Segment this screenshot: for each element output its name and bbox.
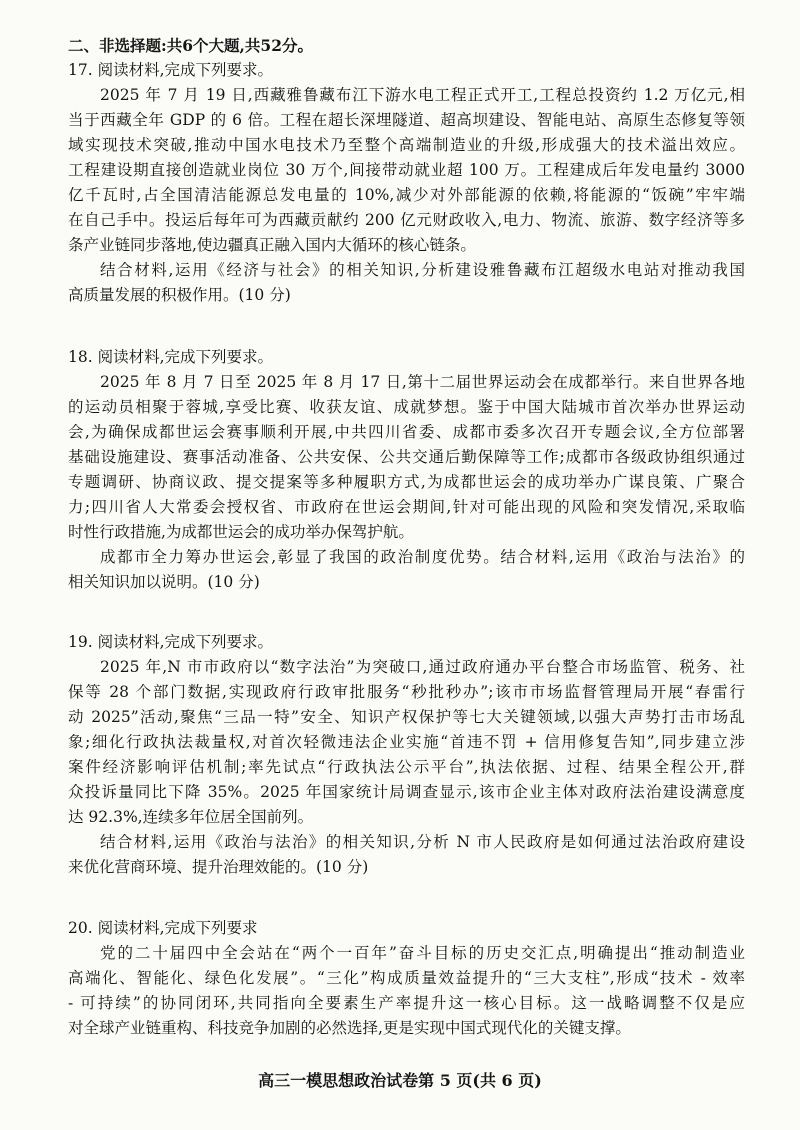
q19-material-line-3: 动 2025”活动,聚焦“三品一特”安全、知识产权保护等七大关键领域,以强大声势打击市场乱 (68, 707, 745, 726)
section-heading: 二、非选择题:共6个大题,共52分。 (68, 36, 313, 55)
question-17-block (68, 33, 745, 308)
question-20-block (68, 916, 745, 1041)
q20-material-line-3: - 可持续”的协同闭环,共同指向全要素生产率提升这一核心目标。这一战略调整不仅是应 (68, 993, 745, 1012)
question-20-title: 20. 阅读材料,完成下列要求 (68, 918, 258, 937)
question-19-title: 19. 阅读材料,完成下列要求。 (68, 632, 274, 651)
page-footer: 高三一模思想政治试卷第 5 页(共 6 页) (258, 1071, 542, 1090)
q20-material-line-2: 高端化、智能化、绿色化发展”。“三化”构成质量效益提升的“三大支柱”,形成“技术 - 效率 (68, 968, 745, 987)
q17-material-line-6: 在自己手中。投运后每年可为西藏贡献约 200 亿元财政收入,电力、物流、旅游、数字经济等多 (68, 211, 745, 229)
q19-material-line-7: 达 92.3%,连续多年位居全国前列。 (68, 807, 314, 826)
q20-material-line-1: 党的二十届四中全会站在“两个一百年”奋斗目标的历史交汇点,明确提出“推动制造业 (100, 943, 745, 962)
question-19-block (68, 630, 745, 880)
q17-material-line-7: 条产业链同步落地,使边疆真正融入国内大循环的核心链条。 (68, 236, 476, 254)
q17-task-line-1: 结合材料,运用《经济与社会》的相关知识,分析建设雅鲁藏布江超级水电站对推动我国 (100, 261, 745, 279)
q18-material-line-6: 力;四川省人大常委会授权省、市政府在世运会期间,针对可能出现的风险和突发情况,采取临 (68, 497, 745, 516)
q18-task-line-1: 成都市全力筹办世运会,彰显了我国的政治制度优势。结合材料,运用《政治与法治》的 (100, 547, 745, 566)
q17-material-line-2: 当于西藏全年 GDP 的 6 倍。工程在超长深埋隧道、超高坝建设、智能电站、高原生态修复等领 (68, 111, 745, 129)
q17-material-line-5: 亿千瓦时,占全国清洁能源总发电量的 10%,减少对外部能源的依赖,将能源的“饭碗”牢牢端 (68, 186, 745, 204)
q17-material-line-4: 工程建设期直接创造就业岗位 30 万个,间接带动就业超 100 万。工程建成后年发电量约 3000 (68, 161, 745, 179)
q18-material-line-5: 专题调研、协商议政、提交提案等多种履职方式,为成都世运会的成功举办广谋良策、广聚合 (68, 472, 745, 491)
q20-material-line-4: 对全球产业链重构、科技竞争加剧的必然选择,更是实现中国式现代化的关键支撑。 (68, 1018, 631, 1037)
q19-material-line-6: 众投诉量同比下降 35%。2025 年国家统计局调查显示,该市企业主体对政府法治建设满意度 (68, 782, 745, 801)
q18-task-line-2: 相关知识加以说明。(10 分) (68, 572, 260, 591)
q19-material-line-4: 象;细化行政执法裁量权,对首次轻微违法企业实施“首违不罚 + 信用修复告知”,同步建立涉 (68, 732, 745, 751)
q18-material-line-2: 的运动员相聚于蓉城,享受比赛、收获友谊、成就梦想。鉴于中国大陆城市首次举办世界运动 (68, 397, 745, 416)
q19-task-line-1: 结合材料,运用《政治与法治》的相关知识,分析 N 市人民政府是如何通过法治政府建设 (100, 832, 745, 851)
q18-material-line-1: 2025 年 8 月 7 日至 2025 年 8 月 17 日,第十二届世界运动会在成都举行。来自世界各地 (100, 372, 745, 391)
question-17-title: 17. 阅读材料,完成下列要求。 (68, 61, 274, 79)
question-18-block (68, 345, 745, 595)
q19-material-line-5: 案件经济影响评估机制;率先试点“行政执法公示平台”,执法依据、过程、结果全程公开,群 (68, 757, 745, 776)
q19-material-line-2: 保等 28 个部门数据,实现政府行政审批服务“秒批秒办”;该市市场监督管理局开展“春雷行 (68, 682, 745, 701)
q17-task-line-2: 高质量发展的积极作用。(10 分) (68, 286, 291, 304)
q18-material-line-4: 基础设施建设、赛事活动准备、公共安保、公共交通后勤保障等工作;成都市各级政协组织通过 (68, 447, 745, 466)
q17-material-line-1: 2025 年 7 月 19 日,西藏雅鲁藏布江下游水电工程正式开工,工程总投资约 1.2 万亿元,相 (100, 86, 745, 104)
q17-material-line-3: 域实现技术突破,推动中国水电技术乃至整个高端制造业的升级,形成强大的技术溢出效应。 (68, 136, 745, 154)
question-18-title: 18. 阅读材料,完成下列要求。 (68, 347, 274, 366)
q19-task-line-2: 来优化营商环境、提升治理效能的。(10 分) (68, 857, 369, 876)
q18-material-line-3: 会,为确保成都世运会赛事顺利开展,中共四川省委、成都市委多次召开专题会议,全方位部署 (68, 422, 745, 441)
q19-material-line-1: 2025 年,N 市市政府以“数字法治”为突破口,通过政府通办平台整合市场监管、税务、社 (100, 657, 745, 676)
q18-material-line-7: 时性行政措施,为成都世运会的成功举办保驾护航。 (68, 522, 414, 541)
